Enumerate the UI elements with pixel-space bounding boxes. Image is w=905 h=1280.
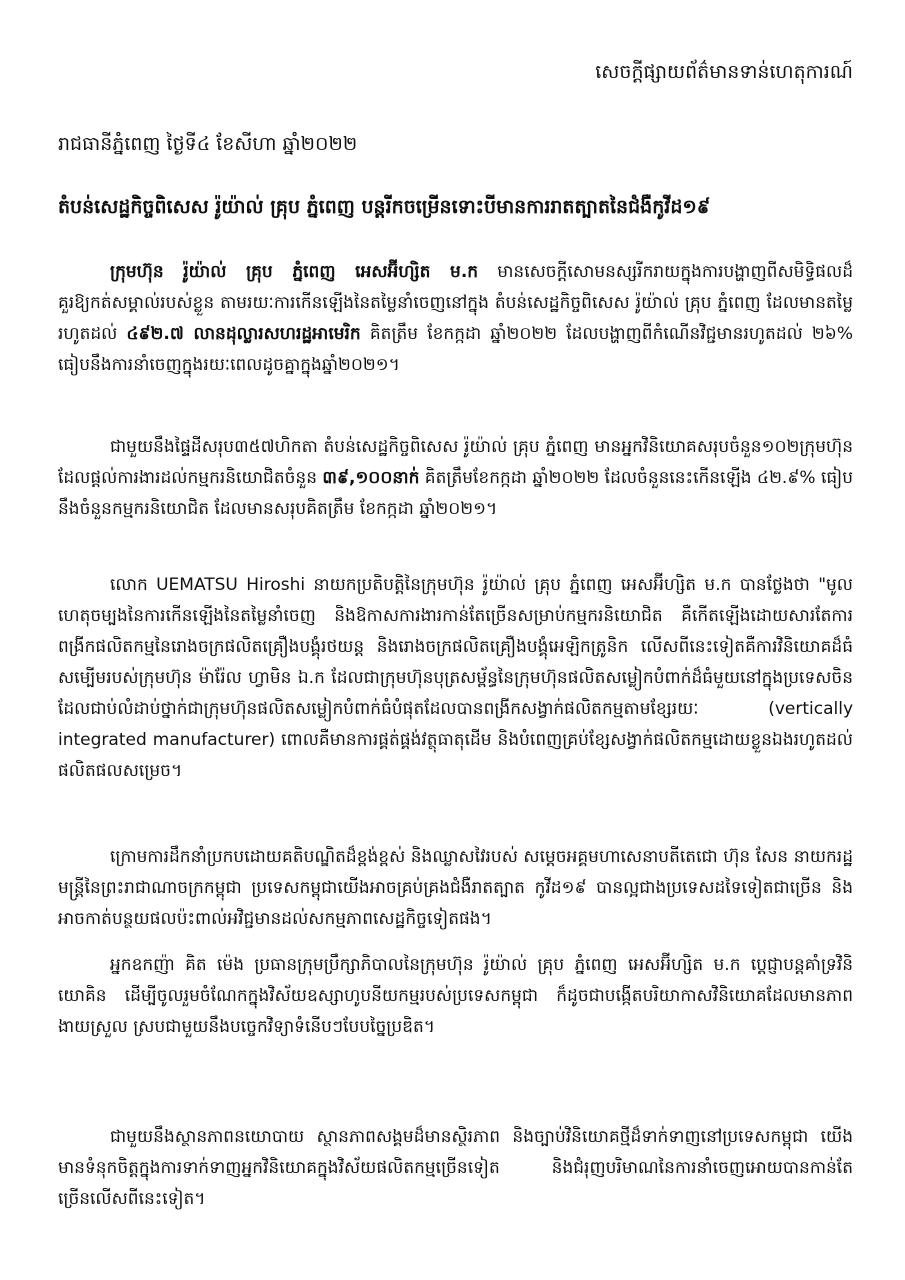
paragraph-1-text-b: គិតត្រឹម ខែកក្កដា ឆ្នាំ២០២២ ដែលបង្ហាញពីកំណើនវិជ្ជមានរហូតដល់ ២៦% ធៀបនឹងការនាំចេញក្នុងរយៈពេលដូចគ្នាក្នុងឆ្នាំ២០២១។ [58,324,853,375]
paragraph-5 [58,950,853,1043]
paragraph-3-text: លោក UEMATSU Hiroshi នាយកប្រតិបត្តិនៃក្រុមហ៊ុន រ៉ូយ៉ាល់ គ្រុប ភ្នំពេញ អេសអ៊ីហ្សិត ម.ក បានថ្លែងថា "មូលហេតុចម្បងនៃការកើនឡើងនៃតម្លៃនាំចេញ និងឱកាសការងារកាន់តែច្រើនសម្រាប់កម្មករនិយោជិត គឺកើតឡើងដោយសារតែការពង្រីកផលិតកម្មនៃរោងចក្រផលិតគ្រឿងបង្គុំរថយន្ត និងរោងចក្រផលិតគ្រឿងបង្គុំអេឡិកត្រូនិក លើសពីនេះទៀតគឺការវិនិយោគដ៏ធំសម្បើមរបស់ក្រុមហ៊ុន ម៉ារ៉ែល ហ្វាមិន ឯ.ក ដែលជាក្រុមហ៊ុនបុត្រសម្ព័ន្ធនៃក្រុមហ៊ុនផលិតសម្លៀកបំពាក់ដ៏ធំមួយនៅក្នុងប្រទេសចិន ដែលជាប់លំដាប់ថ្នាក់ជាក្រុមហ៊ុនផលិតសម្លៀកបំពាក់ធំបំផុតដែលបានពង្រីកសង្វាក់ផលិតកម្មតាមខ្សែរយៈ (vertically integrated manufacturer) ពោលគឺមានការផ្គត់ផ្គង់វត្ថុធាតុដើម និងបំពេញគ្រប់ខ្សែសង្វាក់ផលិតកម្មដោយខ្លួនឯងរហូតដល់ផលិតផលសម្រេច។ [58,575,853,781]
paragraph-1 [58,257,853,381]
paragraph-2-text-a: ជាមួយនឹងផ្ទៃដីសរុប៣៥៧ហិកតា តំបន់សេដ្ឋកិច្ចពិសេស រ៉ូយ៉ាល់ គ្រុប ភ្នំពេញ មានអ្នកវិនិយោគសរុបចំនួន១០២ក្រុមហ៊ុន ដែលផ្តល់ការងារដល់កម្មករនិយោជិតចំនួន [58,437,853,488]
paragraph-2 [58,432,853,525]
paragraph-1-text-a: មានសេចក្តីសោមនស្សរីករាយក្នុងការបង្ហាញពីសមិទ្ធិផលដ៏គួរឱ្យកត់សម្គាល់របស់ខ្លួន តាមរយៈការកើនឡើងនៃតម្លៃនាំចេញនៅក្នុង តំបន់សេដ្ឋកិច្ចពិសេស រ៉ូយ៉ាល់ គ្រុប ភ្នំពេញ ដែលមានតម្លៃរហូតដល់ [58,262,853,344]
headline: តំបន់សេដ្ឋកិច្ចពិសេស រ៉ូយ៉ាល់ គ្រុប ភ្នំពេញ បន្តរីកចម្រើនទោះបីមានការរាតត្បាតនៃជំងឺកូវីដ១៩ [58,196,711,218]
paragraph-5-text: អ្នកឧកញ៉ា គិត ម៉េង ប្រធានក្រុមប្រឹក្សាភិបាលនៃក្រុមហ៊ុន រ៉ូយ៉ាល់ គ្រុប ភ្នំពេញ អេសអ៊ីហ្សិត ម.ក ប្តេជ្ញាបន្តគាំទ្រវិនិយោគិន ដើម្បីចូលរួមចំណែកក្នុងវិស័យឧស្សាហូបនីយកម្មរបស់ប្រទេសកម្ពុជា ក៏ដូចជាបង្កើតបរិយាកាសវិនិយោគដែលមានភាពងាយស្រួល ស្របជាមួយនឹងបច្ចេកវិទ្យាទំនើបៗបែបច្នៃប្រឌិត។ [58,955,853,1037]
paragraph-3 [58,570,853,787]
dateline: រាជធានីភ្នំពេញ ថ្ងៃទី៤ ខែសីហា ឆ្នាំ២០២២ [58,133,358,155]
employee-count-bold: ៣៩,១០០នាក់ [322,468,420,488]
paragraph-4-text: ក្រោមការដឹកនាំប្រកបដោយគតិបណ្ឌិតដ៏ខ្ពង់ខ្ពស់ និងឈ្លាសវៃរបស់ សម្តេចអគ្គមហាសេនាបតីតេជោ ហ៊ុន សែន នាយករដ្ឋមន្ត្រីនៃព្រះរាជាណាចក្រកម្ពុជា ប្រទេសកម្ពុជាយើងអាចគ្រប់គ្រងជំងឺរាតត្បាត កូវីដ១៩ បានល្អជាងប្រទេសដទៃទៀតជាច្រើន និងអាចកាត់បន្ថយផលប៉ះពាល់អវិជ្ជមានដល់សកម្មភាពសេដ្ឋកិច្ចទៀតផង។ [58,847,853,929]
paragraph-2-text-b: គិតត្រឹមខែកក្កដា ឆ្នាំ២០២២ ដែលចំនួននេះកើនឡើង ៤២.៩% ធៀបនឹងចំនួនកម្មករនិយោជិត ដែលមានសរុបគិតត្រឹម ខែកក្កដា ឆ្នាំ២០២១។ [58,468,853,519]
document-type-label: សេចក្តីផ្សាយព័ត៌មានទាន់ហេតុការណ៍ [595,61,853,83]
paragraph-4 [58,842,853,935]
paragraph-6 [58,1122,853,1215]
export-value-bold: ៤៩២.៧ លានដុល្លារសហរដ្ឋអាមេរិក [126,324,361,344]
company-name-bold: ក្រុមហ៊ុន រ៉ូយ៉ាល់ គ្រុប ភ្នំពេញ អេសអ៊ីហ្សិត ម.ក [110,262,479,282]
paragraph-6-text: ជាមួយនឹងស្ថានភាពនយោបាយ ស្ថានភាពសង្គមដ៏មានស្ថិរភាព និងច្បាប់វិនិយោគថ្មីដ៏ទាក់ទាញនៅប្រទេសកម្ពុជា យើងមានទំនុកចិត្តក្នុងការទាក់ទាញអ្នកវិនិយោគក្នុងវិស័យផលិតកម្មច្រើនទៀត និងជំរុញបរិមាណនៃការនាំចេញអោយបានកាន់តែច្រើនលើសពីនេះទៀត។ [58,1127,853,1209]
